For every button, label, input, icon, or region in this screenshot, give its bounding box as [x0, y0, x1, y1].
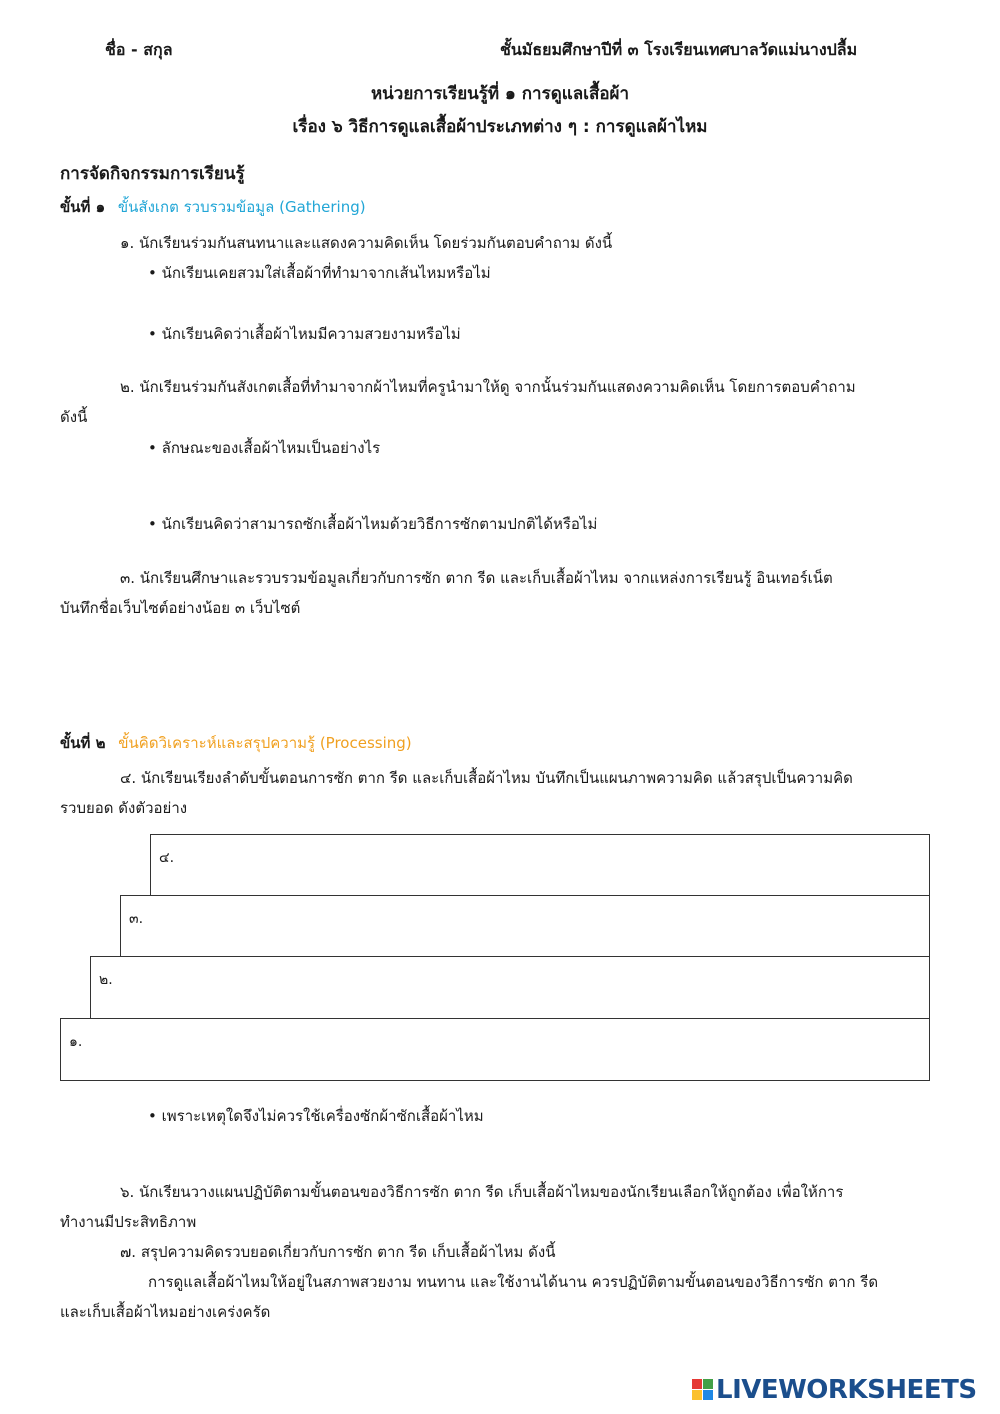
liveworksheets-logo-icon — [692, 1379, 714, 1401]
liveworksheets-logo[interactable] — [692, 1375, 977, 1405]
box-3-label: ๓. — [129, 911, 144, 927]
class-school-label: ชั้นมัธยมศึกษาปีที่ ๓ โรงเรียนเทศบาลวัดแม่นางปลื้ม — [500, 40, 858, 59]
name-label: ชื่อ - สกุล — [105, 40, 173, 59]
answer-box-2[interactable] — [90, 956, 930, 1019]
topic-title: เรื่อง ๖ วิธีการดูแลเสื้อผ้าประเภทต่าง ๆ : การดูแลผ้าไหม — [292, 117, 708, 137]
liveworksheets-logo-text: LIVEWORKSHEETS — [716, 1375, 977, 1405]
item7-body-line1: การดูแลเสื้อผ้าไหมให้อยู่ในสภาพสวยงาม ทนทาน และใช้งานได้นาน ควรปฏิบัติตามขั้นตอนของวิธีการซัก ตาก รีด — [148, 1273, 879, 1291]
item7-text: ๗. สรุปความคิดรวบยอดเกี่ยวกับการซัก ตาก รีด เก็บเสื้อผ้าไหม ดังนี้ — [120, 1243, 556, 1261]
step2-label: ขั้นที่ ๒ — [60, 734, 106, 752]
step2-name: ขั้นคิดวิเคราะห์และสรุปความรู้ (Processing) — [118, 734, 412, 752]
item3-line1: ๓. นักเรียนศึกษาและรวบรวมข้อมูลเกี่ยวกับการซัก ตาก รีด และเก็บเสื้อผ้าไหม จากแหล่งการเรียนรู้ อินเทอร์เน็ต — [120, 569, 833, 587]
bullet2b-text: • นักเรียนคิดว่าสามารถซักเสื้อผ้าไหมด้วยวิธีการซักตามปกติได้หรือไม่ — [148, 512, 597, 536]
item6-line1: ๖. นักเรียนวางแผนปฏิบัติตามขั้นตอนของวิธีการซัก ตาก รีด เก็บเสื้อผ้าไหมของนักเรียนเลือกให้ถูกต้อง เพื่อให้การ — [120, 1183, 844, 1201]
unit-title: หน่วยการเรียนรู้ที่ ๑ การดูแลเสื้อผ้า — [370, 84, 630, 104]
box-2-label: ๒. — [99, 972, 113, 988]
step1-label: ขั้นที่ ๑ — [60, 198, 106, 216]
step2-heading — [60, 731, 412, 755]
answer-box-3[interactable] — [120, 895, 930, 957]
answer-box-1[interactable] — [60, 1018, 930, 1081]
item4-line1: ๔. นักเรียนเรียงลำดับขั้นตอนการซัก ตาก รีด และเก็บเสื้อผ้าไหม บันทึกเป็นแผนภาพความคิด แล้วสรุปเป็นความคิด — [120, 769, 853, 787]
item4-line2: รวบยอด ดังตัวอย่าง — [60, 799, 188, 817]
item2-line1: ๒. นักเรียนร่วมกันสังเกตเสื้อที่ทำมาจากผ้าไหมที่ครูนำมาให้ดู จากนั้นร่วมกันแสดงความคิดเห็น โดยการตอบคำถาม — [120, 378, 856, 396]
section-heading: การจัดกิจกรรมการเรียนรู้ — [60, 164, 245, 184]
item1-text: ๑. นักเรียนร่วมกันสนทนาและแสดงความคิดเห็น โดยร่วมกันตอบคำถาม ดังนี้ — [120, 234, 613, 252]
step1-heading — [60, 195, 366, 219]
answer-box-4[interactable] — [150, 834, 930, 896]
bullet2a-text: • ลักษณะของเสื้อผ้าไหมเป็นอย่างไร — [148, 436, 380, 460]
item2-line2: ดังนี้ — [60, 408, 88, 426]
item6-line2: ทำงานมีประสิทธิภาพ — [60, 1213, 197, 1231]
item7-body-line2: และเก็บเสื้อผ้าไหมอย่างเคร่งครัด — [60, 1303, 271, 1321]
box-1-label: ๑. — [69, 1034, 83, 1050]
bullet1b-text: • นักเรียนคิดว่าเสื้อผ้าไหมมีความสวยงามหรือไม่ — [148, 322, 461, 346]
step1-name: ขั้นสังเกต รวบรวมข้อมูล (Gathering) — [117, 198, 366, 216]
bullet5-text: • เพราะเหตุใดจึงไม่ควรใช้เครื่องซักผ้าซักเสื้อผ้าไหม — [148, 1104, 484, 1128]
item3-line2: บันทึกชื่อเว็บไซต์อย่างน้อย ๓ เว็บไซต์ — [60, 599, 301, 617]
box-4-label: ๔. — [159, 850, 175, 866]
bullet1a-text: • นักเรียนเคยสวมใส่เสื้อผ้าที่ทำมาจากเส้นไหมหรือไม่ — [148, 261, 491, 285]
